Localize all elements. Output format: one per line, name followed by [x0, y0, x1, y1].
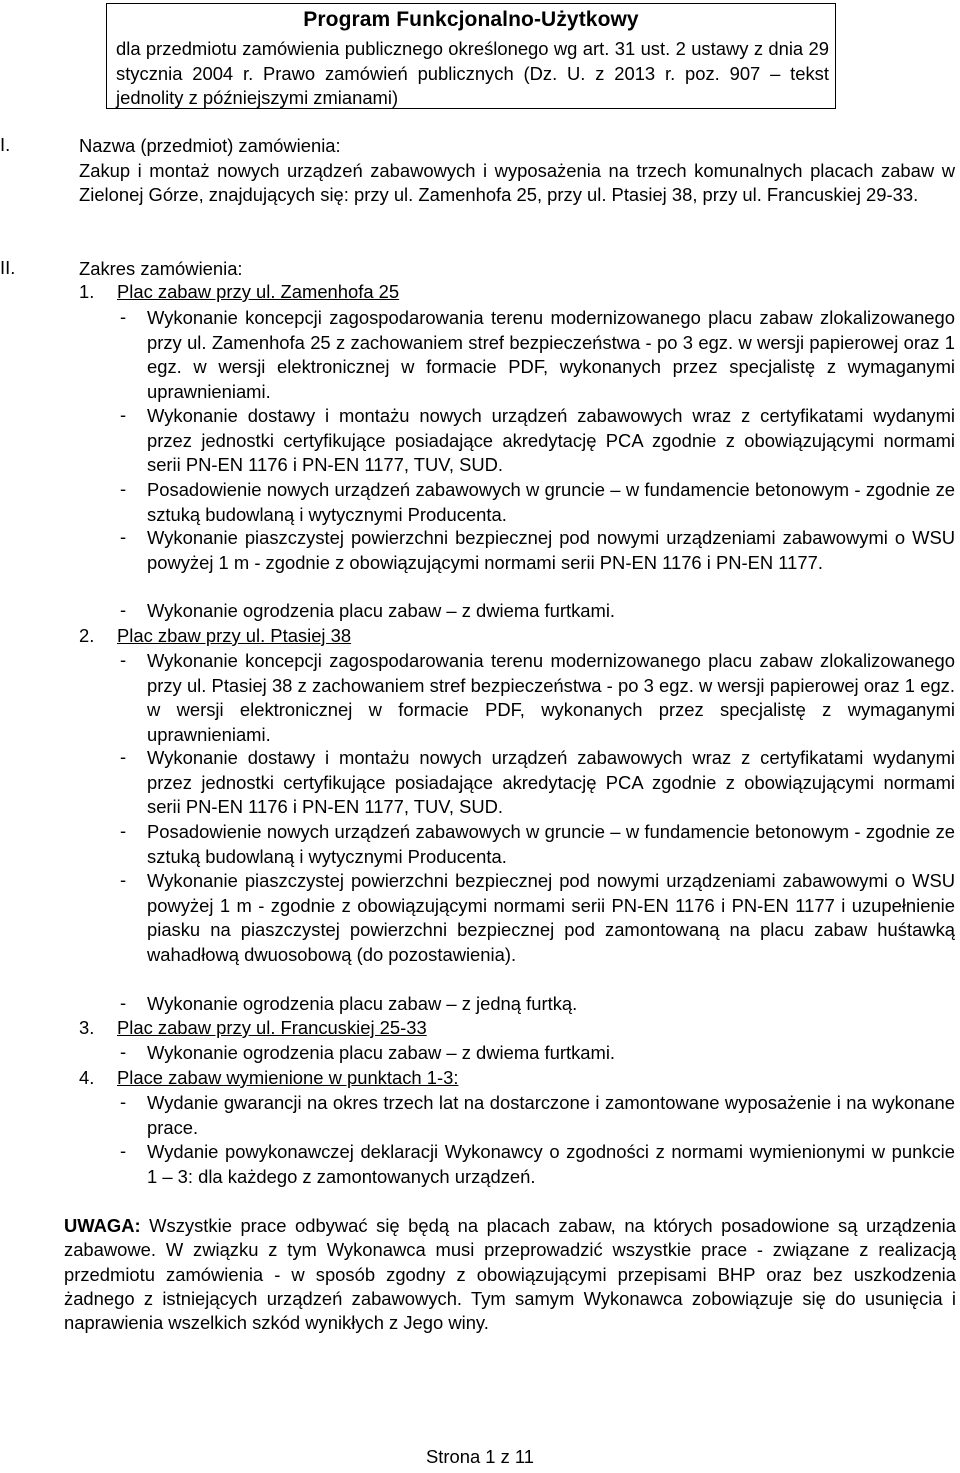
list-item-text: Wydanie gwarancji na okres trzech lat na dostarczone i zamontowane wyposażenie i na wykonane prace. — [147, 1092, 955, 1138]
header-box — [106, 3, 836, 109]
warning-text: Wszystkie prace odbywać się będą na placach zabaw, na których posadowione są urządzenia zabawowe. W związku z tym Wykonawca musi przeprowadzić wszystkie prace - związane z realizacją przedmiotu zamówienia - w sposób zgodny z obowiązującymi przepisami BHP oraz bez uszkodzenia żadnego z istniejących urządzeń zabawowych. Tym samym Wykonawca zobowiązuje się do usunięcia i naprawienia wszelkich szkód wynikłych z Jego winy. — [64, 1215, 956, 1334]
section-text: Zakup i montaż nowych urządzeń zabawowych i wyposażenia na trzech komunalnych placach zabaw w Zielonej Górze, znajdujących się: przy ul. Zamenhofa 25, przy ul. Ptasiej 38, przy ul. Francuskiej 29-33. — [79, 159, 955, 205]
item-number: 4. — [79, 1067, 95, 1088]
warning-note — [64, 1214, 956, 1335]
list-item-text: Wykonanie dostawy i montażu nowych urządzeń zabawowych wraz z certyfikatami wydanymi przez jednostki certyfikujące posiadające akredytację PCA zgodnie z obowiązującymi normami serii PN-EN 1176 i PN-EN 1177, TUV, SUD. — [147, 747, 955, 817]
section-heading: Nazwa (przedmiot) zamówienia: — [79, 135, 341, 156]
item-title: Plac zabaw przy ul. Zamenhofa 25 — [117, 281, 400, 302]
section-number: I. — [0, 134, 11, 155]
list-item-text: Posadowienie nowych urządzeń zabawowych w gruncie – w fundamencie betonowym - zgodnie ze sztuką budowlaną i wytycznymi Producenta. — [147, 821, 955, 867]
list-item-text: Wykonanie koncepcji zagospodarowania terenu modernizowanego placu zabaw zlokalizowanego przy ul. Zamenhofa 25 z zachowaniem stref bezpieczeństwa - po 3 egz. w wersji papierowej oraz 1 egz. w wersji elektronicznej w formacie PDF, wykonanych przez specjalistę z wymaganymi uprawnieniami. — [147, 307, 955, 402]
item-title: Plac zbaw przy ul. Ptasiej 38 — [117, 625, 352, 646]
list-item-text: Posadowienie nowych urządzeń zabawowych w gruncie – w fundamencie betonowym - zgodnie ze sztuką budowlaną i wytycznymi Producenta. — [147, 479, 955, 525]
list-item-text: Wykonanie ogrodzenia placu zabaw – z dwiema furtkami. — [147, 1042, 616, 1063]
list-item-text: Wykonanie dostawy i montażu nowych urządzeń zabawowych wraz z certyfikatami wydanymi przez jednostki certyfikujące posiadające akredytację PCA zgodnie z obowiązującymi normami serii PN-EN 1176 i PN-EN 1177, TUV, SUD. — [147, 405, 955, 475]
section-heading: Zakres zamówienia: — [79, 258, 243, 279]
page-number: Strona 1 z 11 — [425, 1446, 535, 1467]
section-number: II. — [0, 257, 16, 278]
document-title: Program Funkcjonalno-Użytkowy — [303, 8, 639, 31]
list-item-text: Wydanie powykonawczej deklaracji Wykonawcy o zgodności z normami wymienionymi w punkcie 1 – 3: dla każdego z zamontowanych urządzeń. — [147, 1141, 955, 1187]
list-item-text: Wykonanie piaszczystej powierzchni bezpiecznej pod nowymi urządzeniami zabawowymi o WSU powyżej 1 m - zgodnie z obowiązującymi normami serii PN-EN 1176 i PN-EN 1177 i uzupełnienie piasku na piaszczystej powierzchni bezpiecznej pod zamontowaną na placu zabaw huśtawką wahadłową dwuosobową (do pozostawienia). — [147, 870, 955, 965]
warning-label: UWAGA: — [64, 1215, 141, 1236]
item-number: 2. — [79, 625, 95, 646]
item-number: 3. — [79, 1017, 95, 1038]
list-item-text: Wykonanie ogrodzenia placu zabaw – z dwiema furtkami. — [147, 600, 616, 621]
list-item-text: Wykonanie koncepcji zagospodarowania terenu modernizowanego placu zabaw zlokalizowanego przy ul. Ptasiej 38 z zachowaniem stref bezpieczeństwa - po 3 egz. w wersji papierowej oraz 1 egz. w wersji elektronicznej w formacie PDF, wykonanych przez specjalistę z wymaganymi uprawnieniami. — [147, 650, 955, 745]
item-title: Place zabaw wymienione w punktach 1-3: — [117, 1067, 459, 1088]
list-item-text: Wykonanie ogrodzenia placu zabaw – z jedną furtką. — [147, 993, 578, 1014]
item-title: Plac zabaw przy ul. Francuskiej 25-33 — [117, 1017, 427, 1038]
list-item-text: Wykonanie piaszczystej powierzchni bezpiecznej pod nowymi urządzeniami zabawowymi o WSU powyżej 1 m - zgodnie z obowiązującymi normami serii PN-EN 1176 i PN-EN 1177. — [147, 527, 955, 573]
item-number: 1. — [79, 281, 95, 302]
document-subtitle: dla przedmiotu zamówienia publicznego określonego wg art. 31 ust. 2 ustawy z dnia 29 stycznia 2004 r. Prawo zamówień publicznych (Dz. U. z 2013 r. poz. 907 – tekst jednolity z późniejszymi zmianami) — [116, 38, 829, 108]
